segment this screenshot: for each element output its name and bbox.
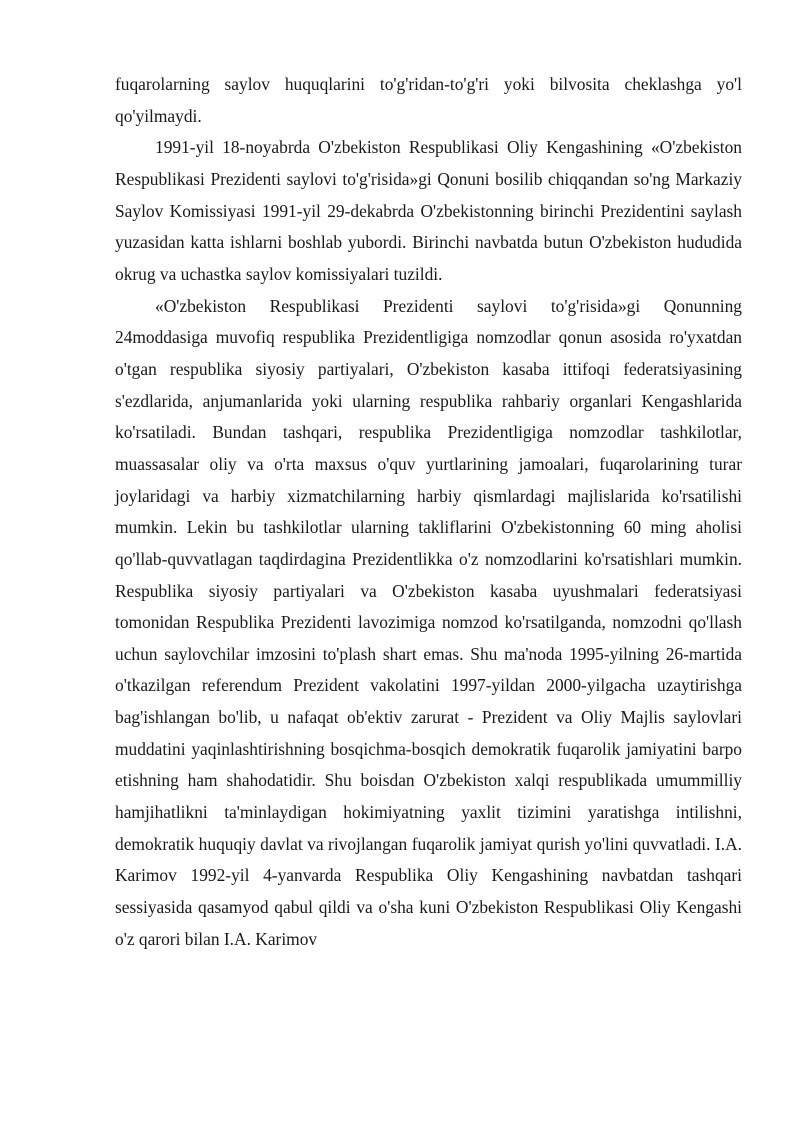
paragraph-nomination-law: «O'zbekiston Respublikasi Prezidenti saylovi to'g'risida»gi Qonunning 24moddasiga muvofiq respublika Prezidentligiga nomzodlar qonun asosida ro'yxatdan o'tgan respublika siyosiy partiyalari, O'zbekiston kasaba ittifoqi federatsiyasining s'ezdlarida, anjumanlarida yoki ularning respublika rahbariy organlari Kengashlarida ko'rsatiladi. Bundan tashqari, respublika Prezidentligiga nomzodlar tashkilotlar, muassasalar oliy va o'rta maxsus o'quv yurtlarining jamoalari, fuqarolarining turar joylaridagi va harbiy xizmatchilarning harbiy qismlardagi majlislarida ko'rsatilishi mumkin. Lekin bu tashkilotlar ularning takliflarini O'zbekistonning 60 ming aholisi qo'llab-quvvatlagan taqdirdagina Prezidentlikka o'z nomzodlarini ko'rsatishlari mumkin. Respublika siyosiy partiyalari va O'zbekiston kasaba uyushmalari federatsiyasi tomonidan Respublika Prezidenti lavozimiga nomzod ko'rsatilganda, nomzodni qo'llash uchun saylovchilar imzosini to'plash shart emas. Shu ma'noda 1995-yilning 26-martida o'tkazilgan referendum Prezident vakolatini 1997-yildan 2000-yilgacha uzaytirishga bag'ishlangan bo'lib, u nafaqat ob'ektiv zarurat - Prezident va Oliy Majlis saylovlari muddatini yaqinlashtirishning bosqichma-bosqich demokratik fuqarolik jamiyatini barpo etishning ham shahodatidir. Shu boisdan O'zbekiston xalqi respublikada umummilliy hamjihatlikni ta'minlaydigan hokimiyatning yaxlit tizimini yaratishga intilishni, demokratik huquqiy davlat va rivojlangan fuqarolik jamiyat qurish yo'lini quvvatladi. I.A. Karimov 1992-yil 4-yanvarda Respublika Oliy Kengashining navbatdan tashqari sessiyasida qasamyod qabul qildi va o'sha kuni O'zbekiston Respublikasi Oliy Kengashi o'z qarori bilan I.A. Karimov — [115, 295, 742, 949]
paragraph-continuation: fuqarolarning saylov huquqlarini to'g'ridan-to'g'ri yoki bilvosita cheklashga yo'l qo'yilmaydi. — [115, 74, 742, 126]
paragraph-election-commission: 1991-yil 18-noyabrda O'zbekiston Respublikasi Oliy Kengashining «O'zbekiston Respublikasi Prezidenti saylovi to'g'risida»gi Qonuni bosilib chiqqandan so'ng Markaziy Saylov Komissiyasi 1991-yil 29-dekabrda O'zbekistonning birinchi Prezidentini saylash yuzasidan katta ishlarni boshlab yubordi. Birinchi navbatda butun O'zbekiston hududida okrug va uchastka saylov komissiyalari tuzildi. — [115, 137, 742, 284]
document-page — [115, 69, 742, 955]
